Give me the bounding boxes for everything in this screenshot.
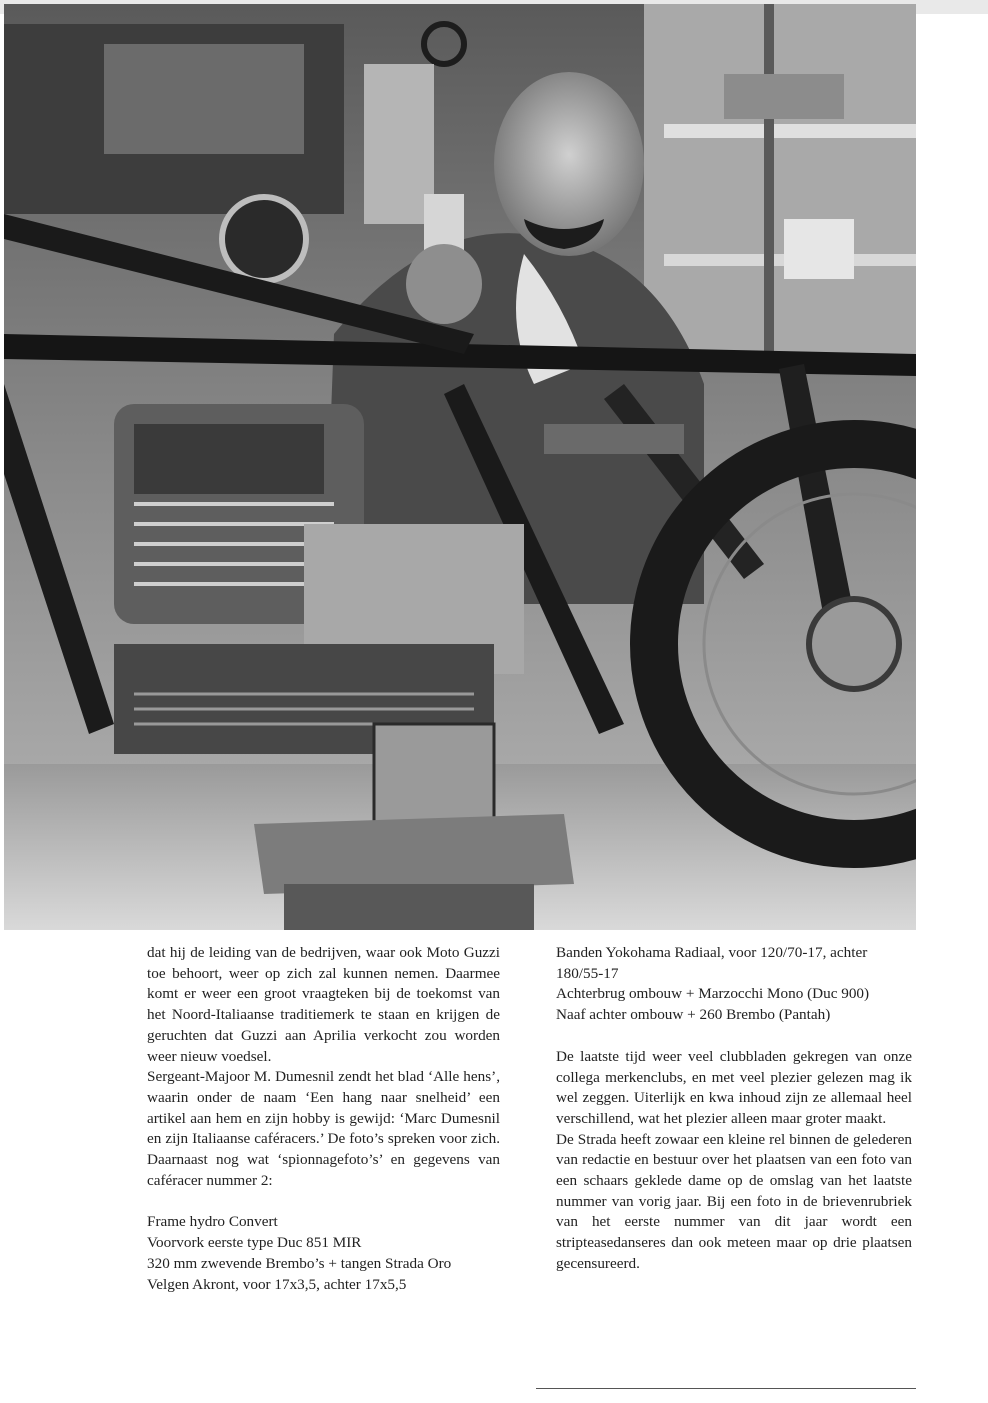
article-column-left — [147, 943, 500, 1295]
photo-man-working-on-motorcycle-frame — [4, 4, 916, 930]
article-paragraph: De Strada heeft zowaar een kleine rel binnen de gelederen van redactie en bestuur over het plaatsen van een foto van een schaars geklede dame op de omslag van het laatste nummer van vorig jaar. Bij een foto in de brievenrubriek van het eerste nummer van dit jaar wordt een stripteasedanseres dan ook meteen maar op drie plaatsen gecensureerd. — [556, 1130, 912, 1272]
spec-line: Naaf achter ombouw + 260 Brembo (Pantah) — [556, 1006, 831, 1024]
article-paragraph: De laatste tijd weer veel clubbladen gekregen van onze collega merkenclubs, en met veel plezier gelezen mag ik wel zeggen. Uiterlijk en kwa inhoud zijn ze allemaal heel verschillend, wat het plezier alleen maar groter maakt. — [556, 1047, 912, 1127]
spec-line: Banden Yokohama Radiaal, voor 120/70-17, achter 180/55-17 — [556, 944, 868, 982]
footer-rule — [536, 1388, 916, 1389]
spec-line: Voorvork eerste type Duc 851 MIR — [147, 1234, 362, 1252]
spec-line: Frame hydro Convert — [147, 1213, 278, 1231]
motorcycle-workshop-photo — [4, 4, 916, 930]
article-paragraph: Sergeant-Majoor M. Dumesnil zendt het blad ‘Alle hens’, waarin onder de naam ‘Een hang naar snelheid’ een artikel aan hem en zijn hobby is gewijd: ‘Marc Dumesnil en zijn Italiaanse caféracers.’ De foto’s spreken voor zich. Daarnaast nog wat ‘spionnagefoto’s’ en gegevens van caféracer nummer 2: — [147, 1068, 500, 1189]
spec-line: Achterbrug ombouw + Marzocchi Mono (Duc 900) — [556, 985, 870, 1003]
article-paragraph: dat hij de leiding van de bedrijven, waar ook Moto Guzzi toe behoort, weer op zich zal kunnen nemen. Daarmee komt er weer een groot vraagteken bij de toekomst van het Noord-Italiaanse traditiemerk te staan en krijgen de geruchten dat Guzzi aan Aprilia verkocht zou worden weer nieuw voedsel. — [147, 944, 500, 1065]
article-column-right — [556, 943, 912, 1275]
spec-line: Velgen Akront, voor 17x3,5, achter 17x5,5 — [147, 1275, 407, 1293]
spec-line: 320 mm zwevende Brembo’s + tangen Strada Oro — [147, 1254, 452, 1272]
